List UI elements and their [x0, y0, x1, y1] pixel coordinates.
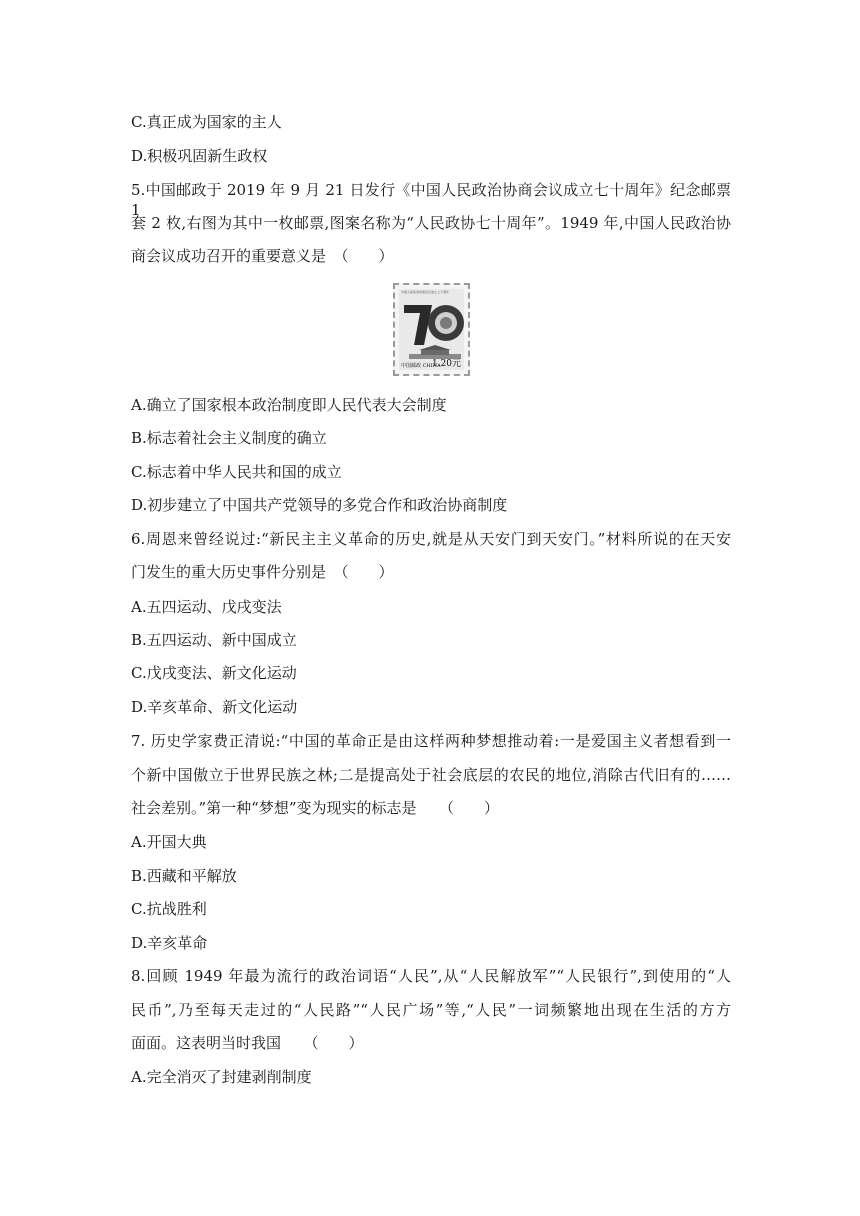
- q4-option-c: C.真正成为国家的主人: [131, 113, 282, 131]
- q5-stem-line-3: 商会议成功召开的重要意义是 （ ）: [131, 247, 394, 265]
- q6-stem-line-2: 门发生的重大历史事件分别是 （ ）: [131, 563, 394, 581]
- q6-option-b: B.五四运动、新中国成立: [131, 631, 297, 649]
- q7-option-a: A.开国大典: [131, 833, 207, 851]
- q7-stem-line-1: 7. 历史学家费正清说:“中国的革命正是由这样两种梦想推动着:一是爱国主义者想看到一: [131, 732, 731, 750]
- q6-option-c: C.戊戌变法、新文化运动: [131, 664, 297, 682]
- q5-option-d: D.初步建立了中国共产党领导的多党合作和政治协商制度: [131, 496, 508, 514]
- q8-stem-line-2: 民币”,乃至每天走过的“人民路”“人民广场”等,“人民”一词频繁地出现在生活的方方: [131, 1001, 731, 1019]
- q5-option-b: B.标志着社会主义制度的确立: [131, 429, 327, 447]
- q6-option-a: A.五四运动、戊戌变法: [131, 598, 282, 616]
- stamp-postal-mark: 中国邮政 CHINA: [401, 363, 441, 369]
- q8-stem-line-1: 8.回顾 1949 年最为流行的政治词语“人民”,从“人民解放军”“人民银行”,到使用的“人: [131, 967, 731, 985]
- q5-stem-line-2: 套 2 枚,右图为其中一枚邮票,图案名称为“人民政协七十周年”。1949 年,中国人民政治协: [131, 214, 731, 232]
- q6-stem-line-1: 6.周恩来曾经说过:“新民主主义革命的历史,就是从天安门到天安门。”材料所说的在天安: [131, 530, 731, 548]
- q5-option-c: C.标志着中华人民共和国的成立: [131, 463, 342, 481]
- q6-option-d: D.辛亥革命、新文化运动: [131, 698, 298, 716]
- q7-stem-line-2: 个新中国傲立于世界民族之林;二是提高处于社会底层的农民的地位,消除古代旧有的……: [131, 766, 731, 784]
- stamp-face-value: 1.20元: [431, 359, 461, 369]
- commemorative-stamp-image: [393, 283, 470, 376]
- stamp-70-emblem: [402, 299, 464, 349]
- q7-stem-line-3: 社会差别。”第一种“梦想”变为现实的标志是 （ ）: [131, 799, 500, 817]
- q7-option-d: D.辛亥革命: [131, 934, 208, 952]
- q7-option-b: B.西藏和平解放: [131, 867, 237, 885]
- q5-option-a: A.确立了国家根本政治制度即人民代表大会制度: [131, 396, 447, 414]
- q8-stem-line-3: 面面。这表明当时我国 （ ）: [131, 1034, 364, 1052]
- q4-option-d: D.积极巩固新生政权: [131, 147, 268, 165]
- q8-option-a: A.完全消灭了封建剥削制度: [131, 1068, 312, 1086]
- q5-stem-line-1: 5.中国邮政于 2019 年 9 月 21 日发行《中国人民政治协商会议成立七十周年》纪念邮票 1: [131, 181, 731, 219]
- stamp-title: 中国人民政治协商会议成立七十周年: [401, 290, 450, 294]
- q7-option-c: C.抗战胜利: [131, 900, 207, 918]
